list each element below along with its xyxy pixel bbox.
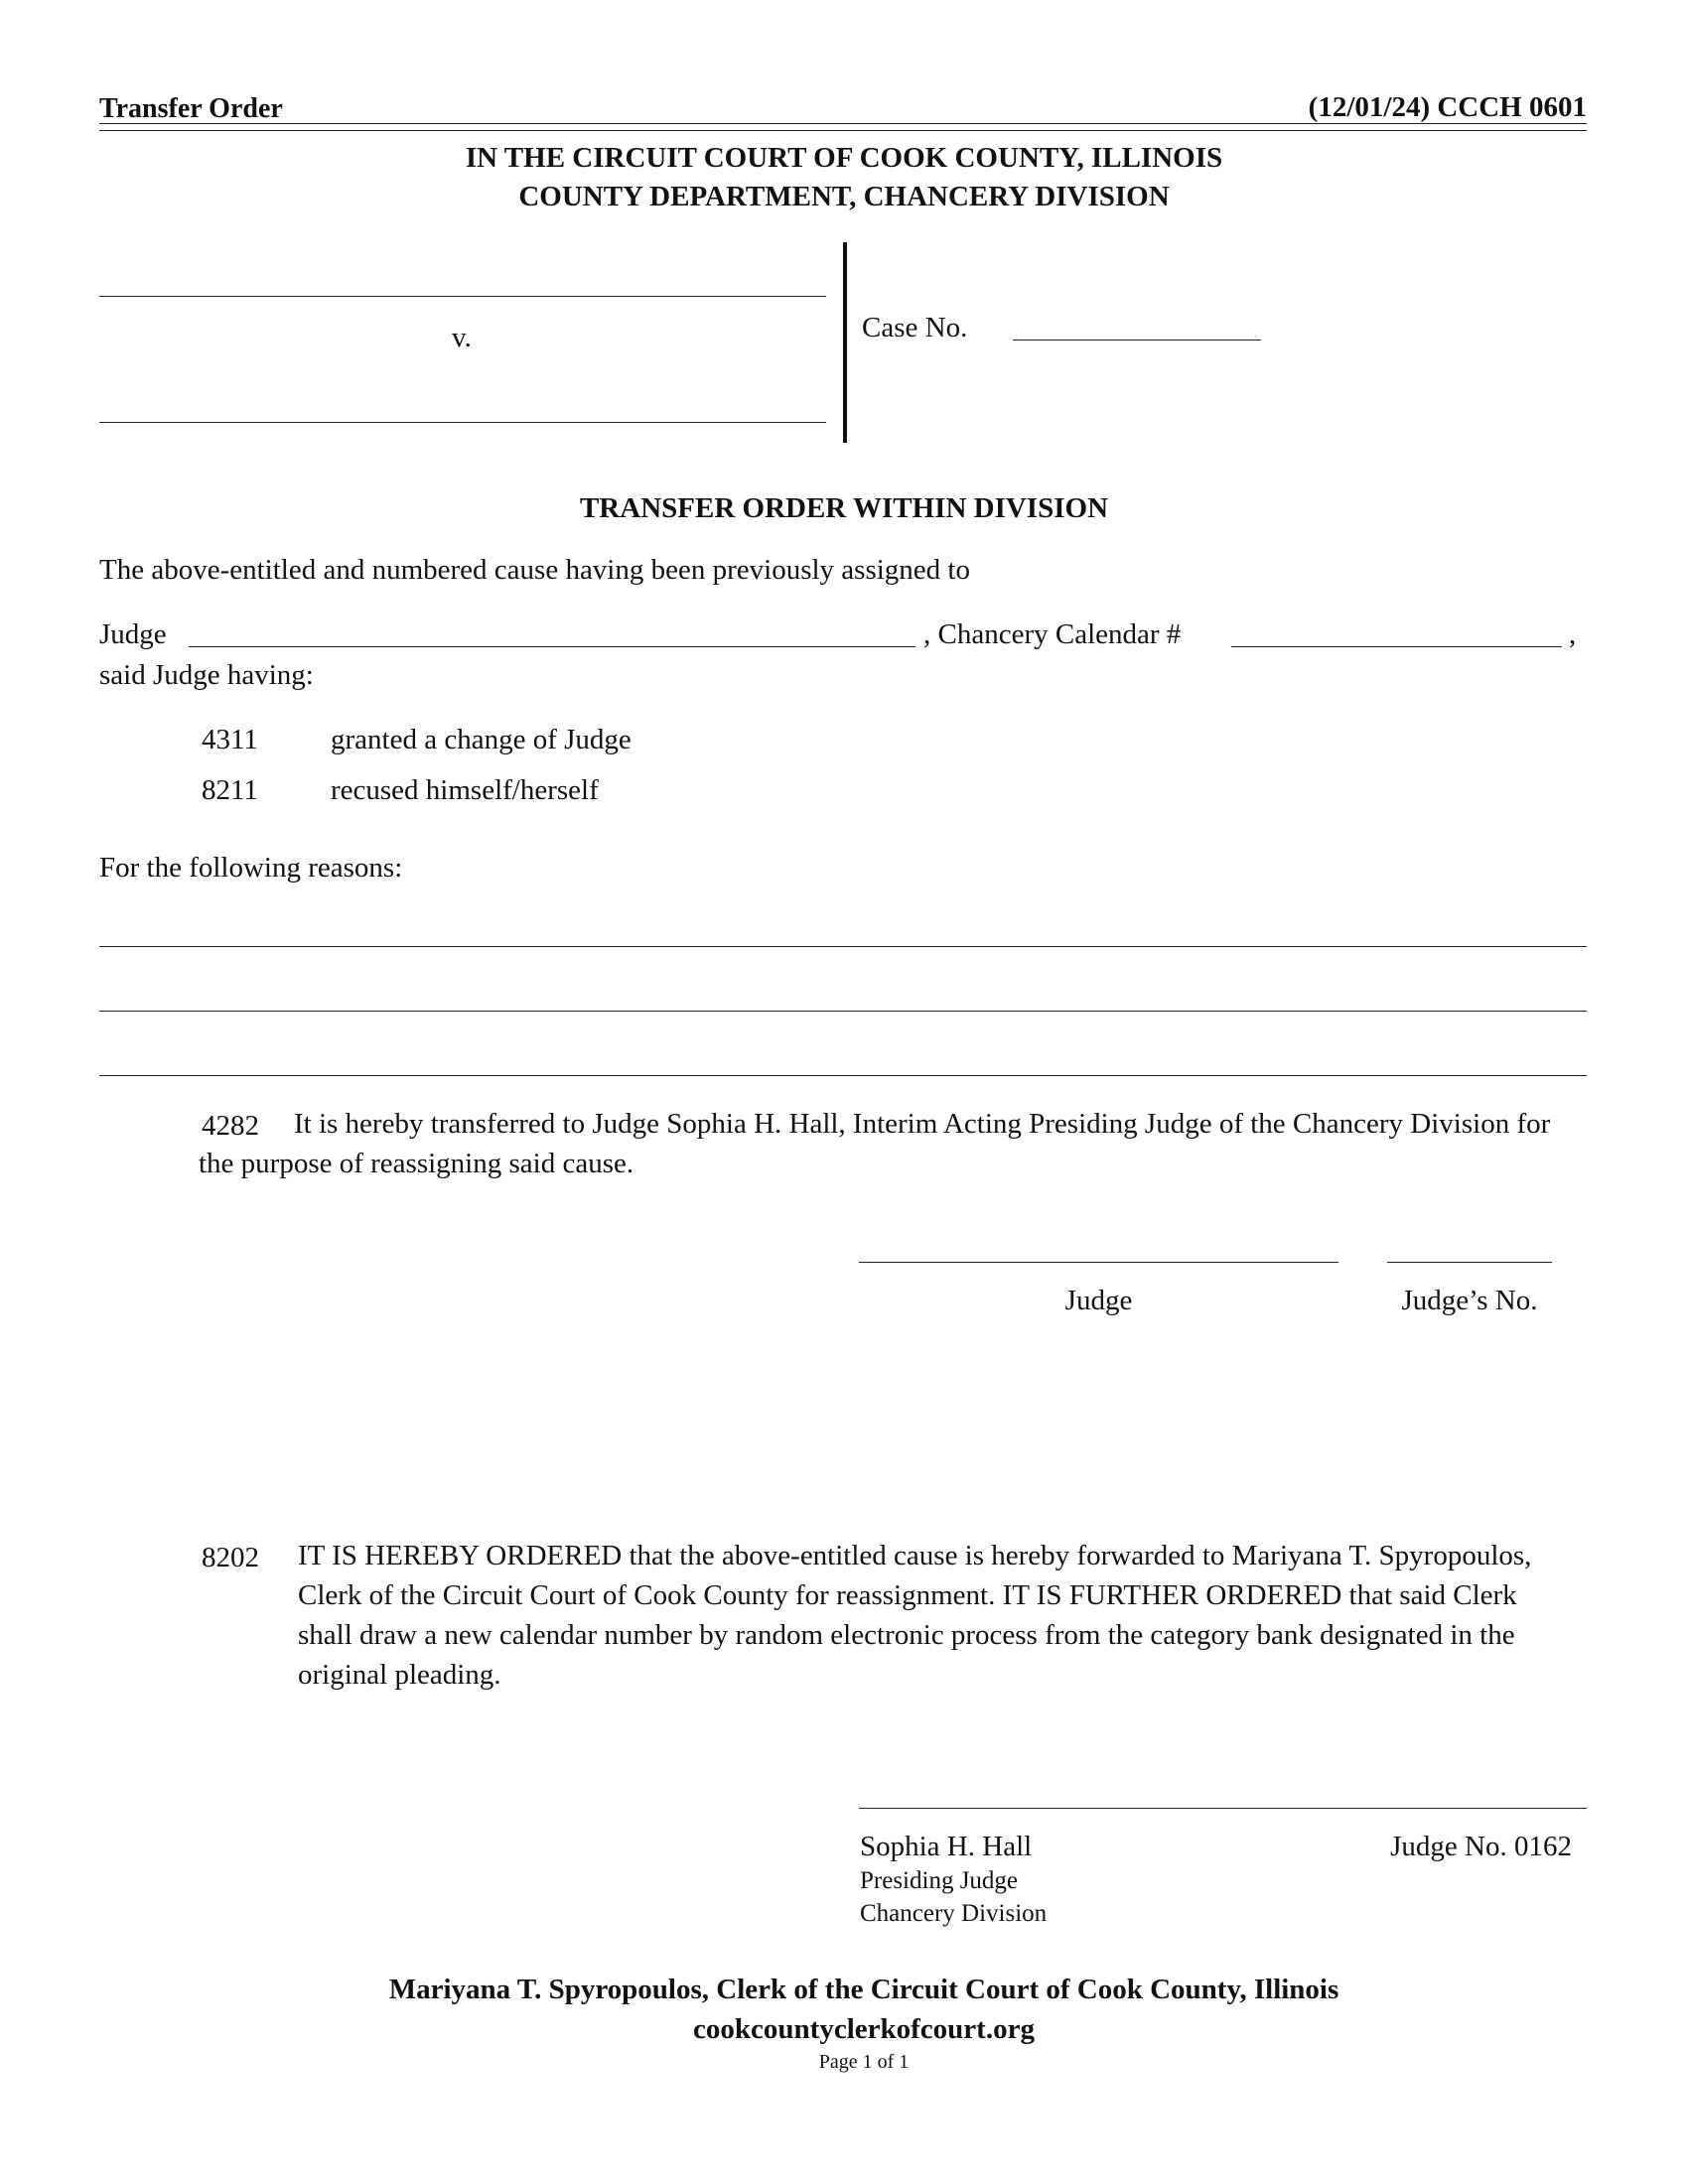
presiding-judge-number: Judge No. 0162 <box>1390 1831 1572 1862</box>
case-no-label: Case No. <box>862 312 968 343</box>
header-rule-top <box>99 123 1587 124</box>
page-number: Page 1 of 1 <box>818 2051 910 2073</box>
presiding-judge-title: Presiding Judge <box>860 1867 1019 1894</box>
calendar-number-field[interactable] <box>1231 613 1562 647</box>
plaintiff-line[interactable] <box>99 296 826 297</box>
option-code: 8211 <box>202 774 258 806</box>
court-heading-line1: IN THE CIRCUIT COURT OF COOK COUNTY, ILLINOIS <box>465 142 1223 174</box>
order-title: TRANSFER ORDER WITHIN DIVISION <box>579 492 1109 524</box>
having-text: said Judge having: <box>99 659 314 691</box>
court-heading-line2: COUNTY DEPARTMENT, CHANCERY DIVISION <box>518 181 1170 212</box>
presiding-judge-division: Chancery Division <box>860 1900 1048 1927</box>
judge-number-line[interactable] <box>1387 1262 1552 1263</box>
reason-line[interactable] <box>99 977 1587 1012</box>
forward-text: IT IS HEREBY ORDERED that the above-entitled cause is hereby forwarded to Mariyana T. Spyropoulos, Clerk of the Circuit Court of Cook County for reassignment. IT IS FURTHER ORDERED that said Clerk shall draw a new calendar number by random electronic process from the category bank designated in the original pleading. <box>298 1540 1532 1691</box>
assigned-judge-field[interactable] <box>189 613 915 647</box>
option-code: 4311 <box>202 724 258 755</box>
forward-code: 8202 <box>202 1542 259 1573</box>
intro-text: The above-entitled and numbered cause having been previously assigned to <box>99 554 970 586</box>
reason-line[interactable] <box>99 1041 1587 1076</box>
calendar-comma: , <box>1569 618 1577 650</box>
option-recused[interactable]: recused himself/herself <box>331 774 599 806</box>
versus-label: v. <box>452 322 472 353</box>
option-granted-change-of-judge[interactable]: granted a change of Judge <box>331 724 632 755</box>
form-code: (12/01/24) CCCH 0601 <box>1308 91 1587 123</box>
footer-website: cookcountyclerkofcourt.org <box>693 2013 1035 2045</box>
header-rule-bottom <box>99 130 1587 131</box>
judge-number-label: Judge’s No. <box>1401 1285 1538 1316</box>
calendar-label: , Chancery Calendar # <box>923 618 1182 650</box>
judge-signature-line[interactable] <box>859 1262 1338 1263</box>
reasons-label: For the following reasons: <box>99 852 403 884</box>
reason-line[interactable] <box>99 912 1587 947</box>
transfer-text: It is hereby transferred to Judge Sophia H. Hall, Interim Acting Presiding Judge of the Chancery Division for the purpose of reassigning said cause. <box>199 1108 1551 1179</box>
transfer-code: 4282 <box>202 1110 259 1142</box>
case-no-field[interactable] <box>1013 306 1261 341</box>
judge-signature-label: Judge <box>1064 1285 1133 1316</box>
judge-label: Judge <box>99 618 167 650</box>
presiding-judge-name: Sophia H. Hall <box>860 1831 1033 1862</box>
footer-clerk: Mariyana T. Spyropoulos, Clerk of the Circuit Court of Cook County, Illinois <box>388 1974 1339 2005</box>
caption-divider <box>843 242 847 443</box>
form-title: Transfer Order <box>99 93 283 124</box>
presiding-judge-signature-line <box>859 1808 1587 1809</box>
defendant-line[interactable] <box>99 422 826 423</box>
